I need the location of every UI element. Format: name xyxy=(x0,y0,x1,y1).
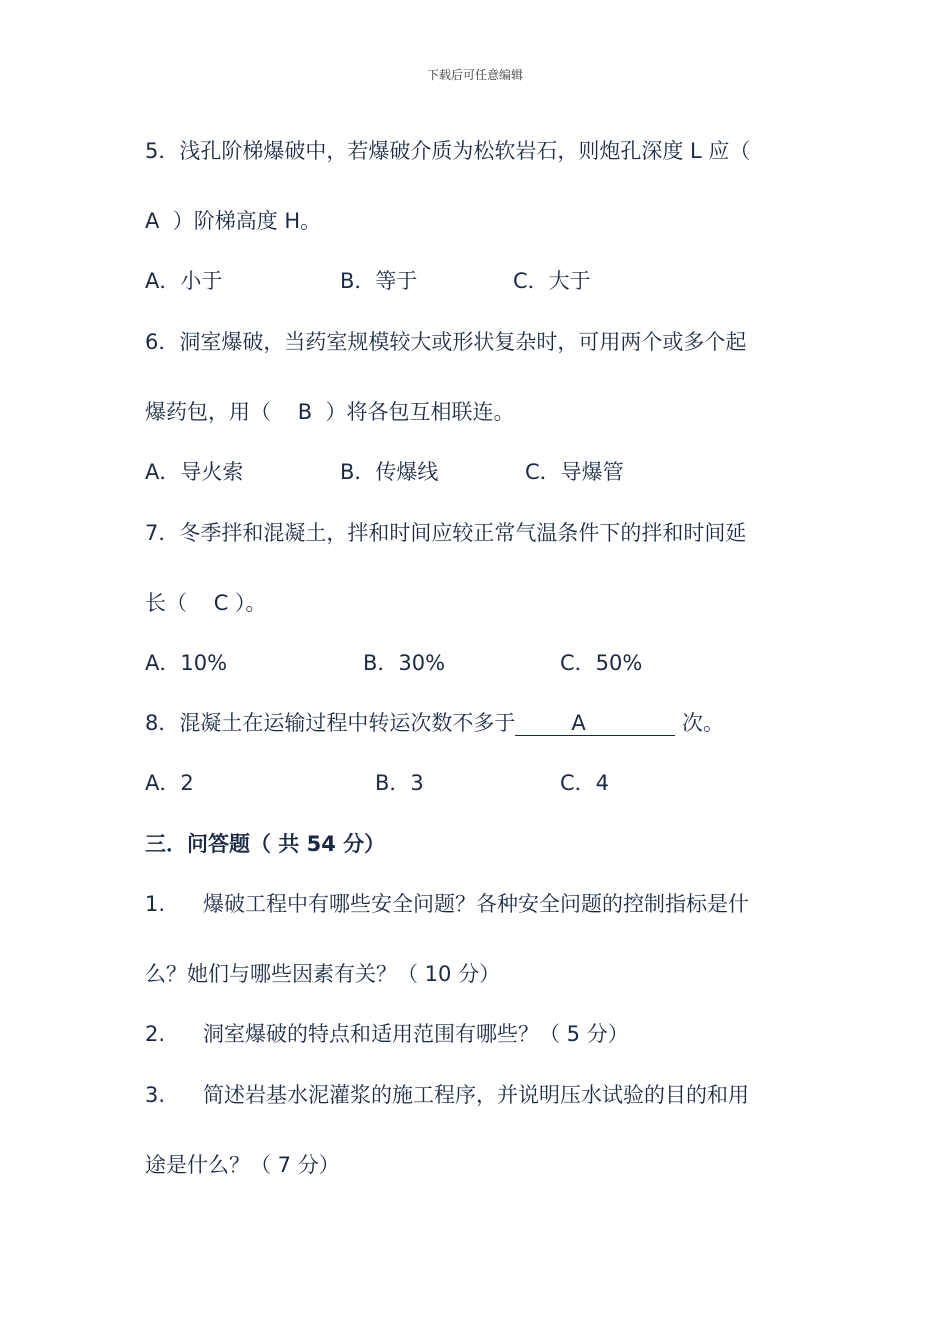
q8-prefix: 8．混凝土在运输过程中转运次数不多于 xyxy=(145,711,516,735)
q5-option-b: B．等于 xyxy=(340,269,418,293)
section-title: 三．问答题（ 共 54 分） xyxy=(145,832,386,856)
q8-suffix: 次。 xyxy=(675,711,725,735)
q7-line1: 7．冬季拌和混凝土，拌和时间应较正常气温条件下的拌和时间延 xyxy=(145,521,747,545)
q8-option-b: B．3 xyxy=(375,771,424,795)
q7-option-c: C．50% xyxy=(560,651,643,675)
essay-q3-number: 3. xyxy=(145,1083,166,1107)
page-header: 下载后可任意编辑 xyxy=(426,68,523,82)
q6-option-b: B．传爆线 xyxy=(340,460,439,484)
q5-option-c: C．大于 xyxy=(513,269,591,293)
q7-option-b: B．30% xyxy=(363,651,446,675)
essay-q3-line1 xyxy=(145,1081,749,1109)
essay-q3-text: 简述岩基水泥灌浆的施工程序，并说明压水试验的目的和用 xyxy=(203,1083,749,1107)
q5-line1: 5．浅孔阶梯爆破中，若爆破介质为松软岩石，则炮孔深度 L 应（ xyxy=(145,139,751,163)
essay-q1-text: 爆破工程中有哪些安全问题？各种安全问题的控制指标是什 xyxy=(203,892,749,916)
q6-option-c: C．导爆管 xyxy=(525,460,624,484)
q5-line2: A ）阶梯高度 H。 xyxy=(145,209,322,233)
essay-q3-line2: 途是什么？（ 7 分） xyxy=(145,1153,340,1177)
q7-option-a: A．10% xyxy=(145,651,228,675)
essay-q1-number: 1. xyxy=(145,892,166,916)
q6-line1: 6．洞室爆破，当药室规模较大或形状复杂时，可用两个或多个起 xyxy=(145,330,747,354)
q6-option-a: A．导火索 xyxy=(145,460,244,484)
q6-line2: 爆药包，用（ B ）将各包互相联连。 xyxy=(145,400,515,424)
q8-option-c: C．4 xyxy=(560,771,610,795)
q8-option-a: A．2 xyxy=(145,771,194,795)
q8-line xyxy=(145,709,724,737)
q5-option-a: A．小于 xyxy=(145,269,223,293)
essay-q2-number: 2. xyxy=(145,1022,166,1046)
essay-q2-line1 xyxy=(145,1020,629,1048)
q7-line2: 长（ C ）。 xyxy=(145,591,267,615)
essay-q1-line2: 么？她们与哪些因素有关？（ 10 分） xyxy=(145,962,501,986)
essay-q2-text: 洞室爆破的特点和适用范围有哪些？（ 5 分） xyxy=(203,1022,629,1046)
essay-q1-line1 xyxy=(145,890,749,918)
q8-answer-blank: A xyxy=(515,711,675,736)
